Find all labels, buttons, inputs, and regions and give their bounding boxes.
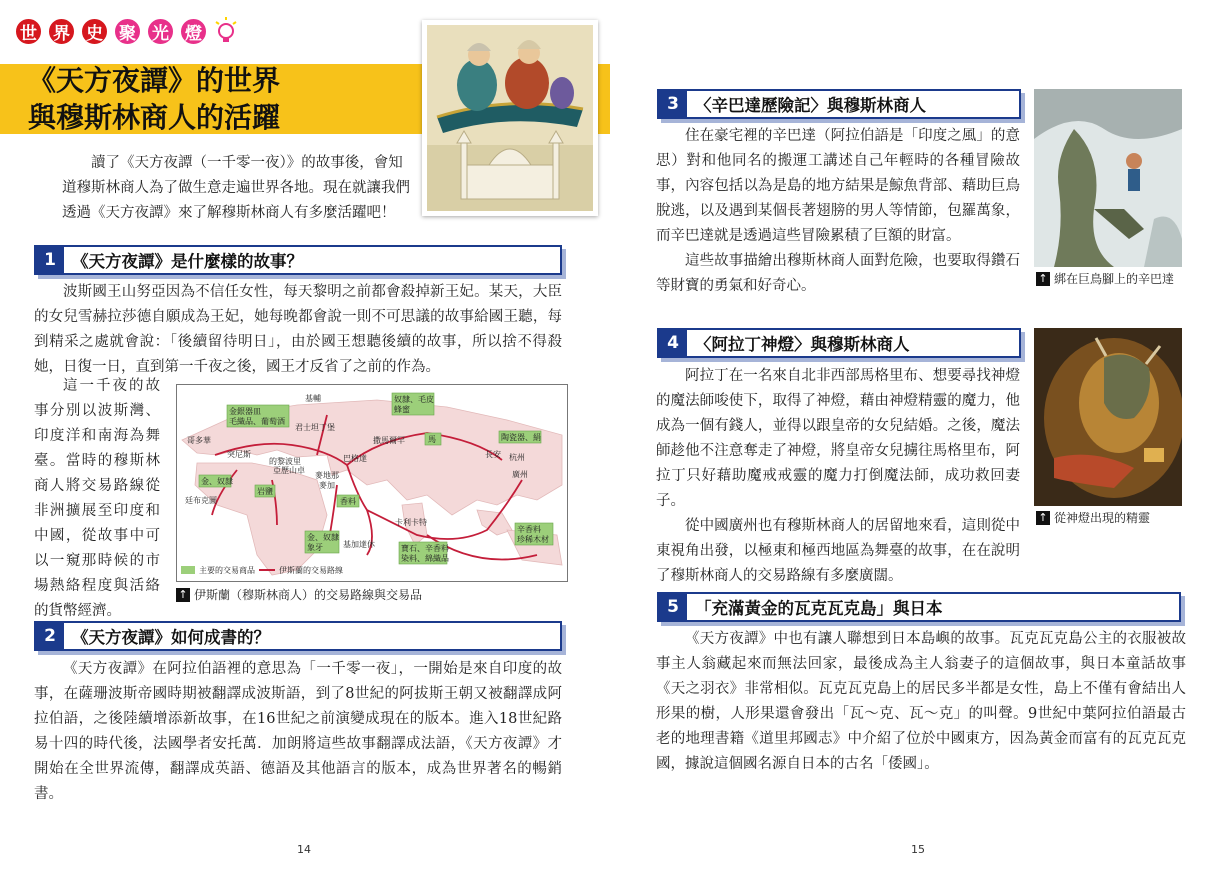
legend-goods-label: 主要的交易商品 [199,566,255,575]
section-2-body [34,657,562,807]
map-place-label: 麥加 [319,481,335,490]
page-number-left: 14 [297,843,311,856]
sinbad-illustration [1034,89,1182,267]
series-char: 界 [47,17,76,46]
sinbad-caption [1036,270,1174,287]
paragraph: 波斯國王山努亞因為不信任女性，每天黎明之前都會殺掉新王妃。某天，大臣的女兒雪赫拉莎德自願成為王妃，她每晚都會說一則不可思議的故事給國王聽，每到精采之處就會說：「後續留待明日」，由於國王想聽後續的故事，所以捨不得殺她，日復一日，直到第一千夜之後，國王才反省了之前的作為。 [34,284,562,375]
paragraph: 這些故事描繪出穆斯林商人面對危險，也要取得鑽石等財寶的勇氣和好奇心。 [656,253,1020,294]
genie-caption [1036,509,1150,526]
section-4-body [656,364,1020,589]
caption-text: 從神燈出現的精靈 [1054,511,1151,525]
map-goods-label: 辛香料 [517,525,541,534]
series-char: 世 [14,17,43,46]
section-number: 1 [36,247,64,273]
caption-arrow-icon: ↑ [176,588,190,602]
paragraph: 阿拉丁在一名來自北非西部馬格里布、想要尋找神燈的魔法師唆使下，取得了神燈，藉由神燈精靈的魔力，他成為一個有錢人，並得以跟皇帝的女兒結婚。之後，魔法師趁他不注意奪走了神燈，將皇帝女兒擄往馬格里布，阿拉丁只好藉助魔戒戒靈的魔力打倒魔法師，成功救回妻子。 [656,368,1020,509]
map-goods-label: 金、奴隸 [201,477,233,486]
map-place-label: 突尼斯 [227,450,251,459]
map-place-label: 君士坦丁堡 [295,423,335,432]
map-place-label: 基加達休 [343,540,375,549]
section-number: 2 [36,623,64,649]
flying-carpet-illustration [422,20,598,216]
map-goods-label: 馬 [428,435,436,444]
series-char: 光 [146,17,175,46]
map-goods-label: 金銀器皿 [229,407,261,416]
caption-arrow-icon: ↑ [1036,511,1050,525]
legend-goods-swatch [181,566,195,574]
map-goods-label: 象牙 [307,543,323,552]
map-goods-label: 金、奴隸 [307,533,339,542]
intro-text: 讀了《天方夜譚（一千零一夜）》的故事後，會知道穆斯林商人為了做生意走遍世界各地。現在就讓我們透過《天方夜譚》來了解穆斯林商人有多麼活躍吧！ [62,155,410,221]
section-title: 〈辛巴達歷險記〉與穆斯林商人 [695,96,926,115]
map-goods-label: 岩鹽 [257,487,273,496]
map-caption [176,586,422,603]
caption-arrow-icon: ↑ [1036,272,1050,286]
paragraph: 《天方夜譚》中也有讓人聯想到日本島嶼的故事。瓦克瓦克島公主的衣服被故事主人翁藏起來而無法回家，最後成為主人翁妻子的這個故事，與日本童話故事《天之羽衣》非常相似。瓦克瓦克島上的居民多半都是女性，島上不僅有會結出人形果的樹，人形果還會發出「瓦～克、瓦～克」的叫聲。9世紀中葉阿拉伯語最古老的地理書籍《道里邦國志》中介紹了位於中國東方，因為黃金而富有的瓦克瓦克國，據說這個國名源自日本的古名「倭國」。 [656,631,1186,772]
section-3-header [657,89,1021,119]
map-place-label: 亞歷山卓 [273,466,305,475]
map-place-label: 巴格達 [343,454,367,463]
section-5-header [657,592,1181,622]
section-title: 《天方夜譚》如何成書的？ [72,628,270,647]
map-place-label: 卡利卡特 [395,518,427,527]
section-1-body [34,280,562,380]
paragraph: 《天方夜譚》在阿拉伯語裡的意思為「一千零一夜」，一開始是來自印度的故事，在薩珊波斯帝國時期被翻譯成波斯語，到了8世紀的阿拔斯王朝又被翻譯成阿拉伯語，之後陸續增添新故事，在16世紀之前演變成現在的版本。進入18世紀路易十四的時代後，法國學者安托萬．加朗將這些故事翻譯成法語，《天方夜譚》才開始在全世界流傳，翻譯成英語、德語及其他語言的版本，成為世界著名的暢銷書。 [34,661,562,802]
caption-text: 綁在巨鳥腳上的辛巴達 [1054,272,1175,286]
map-place-label: 基輔 [305,394,321,403]
title-line-1: 《天方夜譚》的世界 [28,64,281,97]
section-2-header [34,621,562,651]
section-number: 5 [659,594,687,620]
map-place-label: 廣州 [512,470,528,479]
section-3-body [656,124,1020,299]
map-place-label: 撒馬爾罕 [373,436,405,445]
genie-illustration [1034,328,1182,506]
map-goods-label: 寶石、辛香料 [401,544,449,553]
map-goods-label: 香料 [340,497,356,506]
section-number: 3 [659,91,687,117]
section-title: 〈阿拉丁神燈〉與穆斯林商人 [695,335,910,354]
map-place-label: 杭州 [509,453,525,462]
section-1-header [34,245,562,275]
section-title: 「充滿黃金的瓦克瓦克島」與日本 [695,599,943,618]
map-goods-label: 蜂蜜 [394,405,410,414]
map-place-label: 的黎波里 [269,457,301,466]
legend-route-label: 伊斯蘭的交易路線 [279,566,343,575]
page-number-right: 15 [911,843,925,856]
map-place-label: 麥地那 [315,471,339,480]
title-line-2: 與穆斯林商人的活躍 [28,101,281,134]
caption-text: 伊斯蘭（穆斯林商人）的交易路線與交易品 [194,588,423,602]
series-char: 燈 [179,17,208,46]
series-char: 史 [80,17,109,46]
map-place-label: 廷布克圖 [185,496,217,505]
section-number: 4 [659,330,687,356]
section-title: 《天方夜譚》是什麼樣的故事？ [72,252,303,271]
map-goods-label: 陶瓷器、絹 [501,433,541,442]
map-goods-label: 珍稀木材 [517,535,549,544]
map-goods-label: 染料、綿織品 [401,554,449,563]
map-place-label: 長安 [485,450,501,459]
map-place-label: 哥多華 [187,436,211,445]
section-4-header [657,328,1021,358]
paragraph: 從中國廣州也有穆斯林商人的居留地來看，這則從中東視角出發，以極東和極西地區為舞臺的故事，在在說明了穆斯林商人的交易路線有多麼廣闊。 [656,518,1020,584]
series-badge [14,16,238,46]
paragraph: 住在豪宅裡的辛巴達（阿拉伯語是「印度之風」的意思）對和他同名的搬運工講述自己年輕時的各種冒險故事，內容包括以為是島的地方結果是鯨魚背部、藉助巨鳥脫逃，以及遇到某個長著翅膀的男人等情節，包羅萬象，而辛巴達就是透過這些冒險累積了巨額的財富。 [656,128,1020,244]
lightbulb-icon [214,16,238,46]
series-char: 聚 [113,17,142,46]
page-title [28,62,280,136]
section-5-body [656,627,1186,777]
trade-route-map [176,384,568,582]
map-goods-label: 毛織品、葡萄酒 [229,417,285,426]
section-1-side-text [34,374,160,624]
map-goods-label: 奴隸、毛皮 [394,395,434,404]
paragraph: 這一千夜的故事分別以波斯灣、印度洋和南海為舞臺。當時的穆斯林商人將交易路線從非洲擴展至印度和中國，從故事中可以一窺那時候的市場熱絡程度與活絡的貨幣經濟。 [34,378,160,619]
